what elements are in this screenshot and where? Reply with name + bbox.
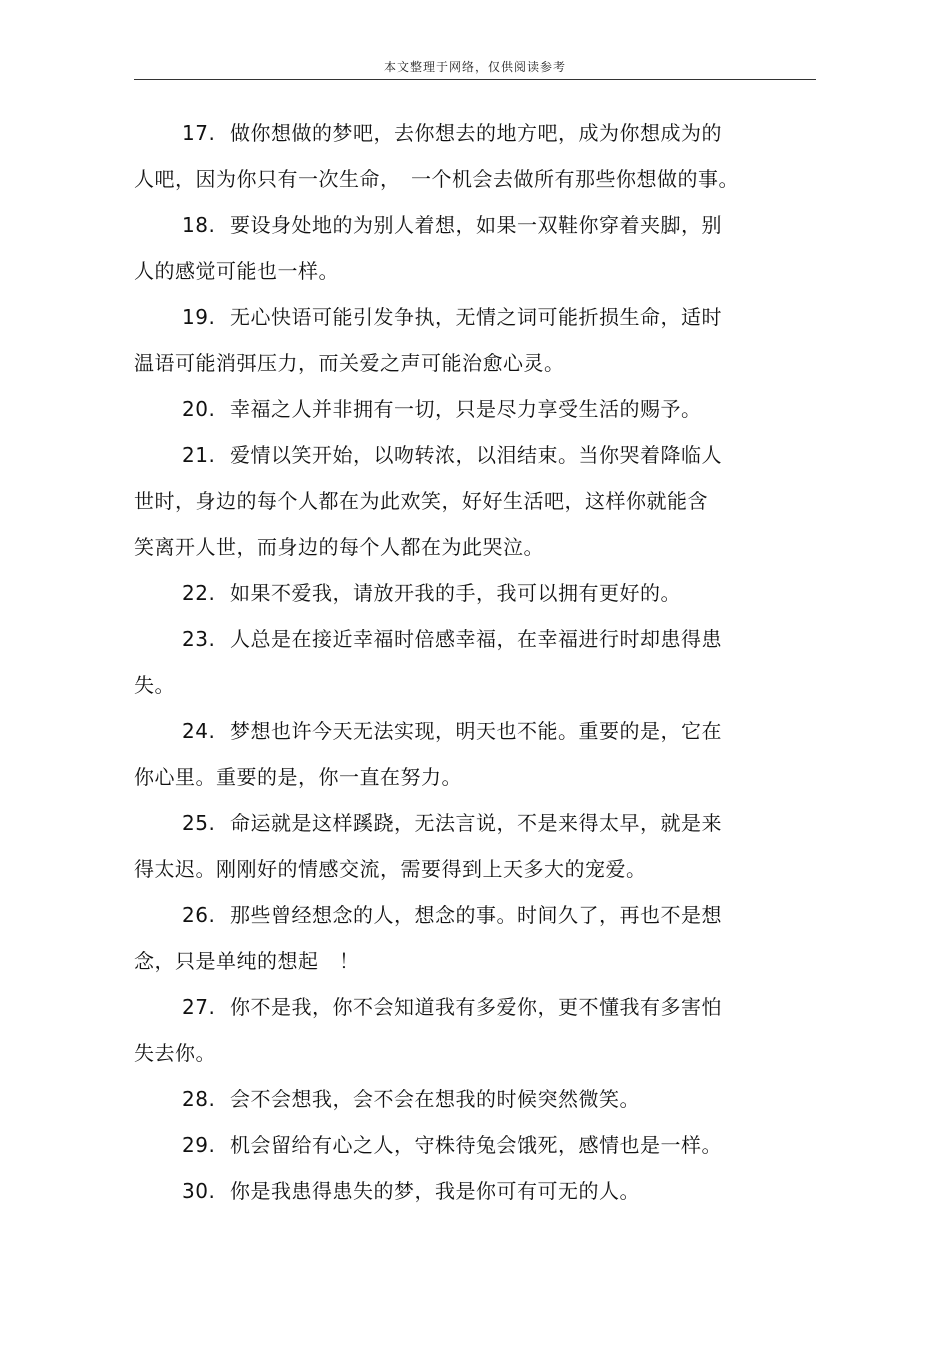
quote-line	[134, 892, 774, 938]
quote-entry	[134, 570, 774, 616]
quote-entry	[134, 110, 774, 202]
quote-line	[134, 938, 774, 984]
quote-entry	[134, 708, 774, 800]
quote-number: 25.	[182, 811, 216, 835]
quote-text: 你不是我，你不会知道我有多爱你，更不懂我有多害怕	[230, 995, 722, 1019]
quote-line	[134, 340, 774, 386]
quote-number: 28.	[182, 1087, 216, 1111]
quote-line	[134, 524, 774, 570]
quote-text: 温语可能消弭压力，而关爱之声可能治愈心灵。	[134, 351, 565, 375]
quote-text: 如果不爱我，请放开我的手，我可以拥有更好的。	[230, 581, 681, 605]
quote-text: 笑离开人世，而身边的每个人都在为此哭泣。	[134, 535, 544, 559]
quote-entry	[134, 892, 774, 984]
quote-number: 18.	[182, 213, 216, 237]
quote-entry	[134, 1168, 774, 1214]
quote-text: 爱情以笑开始，以吻转浓，以泪结束。当你哭着降临人	[230, 443, 722, 467]
quote-text: 机会留给有心之人，守株待兔会饿死，感情也是一样。	[230, 1133, 722, 1157]
quote-entry	[134, 616, 774, 708]
quote-number: 20.	[182, 397, 216, 421]
quote-number: 23.	[182, 627, 216, 651]
header-divider	[134, 79, 816, 80]
quote-line	[134, 984, 774, 1030]
quote-entry	[134, 800, 774, 892]
quote-text: 失去你。	[134, 1041, 216, 1065]
quote-text: 你心里。重要的是，你一直在努力。	[134, 765, 462, 789]
quote-entry	[134, 202, 774, 294]
quote-text: 得太迟。刚刚好的情感交流，需要得到上天多大的宠爱。	[134, 857, 647, 881]
quote-entry	[134, 432, 774, 570]
quote-line	[134, 1030, 774, 1076]
quote-text: 人总是在接近幸福时倍感幸福，在幸福进行时却患得患	[230, 627, 722, 651]
quote-number: 22.	[182, 581, 216, 605]
quote-line	[134, 110, 774, 156]
quote-text: 要设身处地的为别人着想，如果一双鞋你穿着夹脚，别	[230, 213, 722, 237]
quote-text: 命运就是这样蹊跷，无法言说，不是来得太早，就是来	[230, 811, 722, 835]
quote-line	[134, 662, 774, 708]
quote-entry	[134, 1076, 774, 1122]
quote-number: 27.	[182, 995, 216, 1019]
quote-line	[134, 800, 774, 846]
quote-list	[134, 110, 774, 1214]
quote-number: 29.	[182, 1133, 216, 1157]
quote-line	[134, 432, 774, 478]
quote-text: 幸福之人并非拥有一切，只是尽力享受生活的赐予。	[230, 397, 702, 421]
quote-line	[134, 248, 774, 294]
quote-text: 念，只是单纯的想起 ！	[134, 949, 360, 973]
quote-line	[134, 294, 774, 340]
quote-text: 你是我患得患失的梦，我是你可有可无的人。	[230, 1179, 640, 1203]
quote-text: 会不会想我，会不会在想我的时候突然微笑。	[230, 1087, 640, 1111]
quote-number: 24.	[182, 719, 216, 743]
quote-line	[134, 570, 774, 616]
quote-text: 世时，身边的每个人都在为此欢笑，好好生活吧，这样你就能含	[134, 489, 708, 513]
quote-number: 17.	[182, 121, 216, 145]
quote-number: 26.	[182, 903, 216, 927]
quote-line	[134, 156, 774, 202]
quote-entry	[134, 1122, 774, 1168]
quote-text: 人吧，因为你只有一次生命， 一个机会去做所有那些你想做的事。	[134, 167, 739, 191]
quote-number: 30.	[182, 1179, 216, 1203]
quote-text: 人的感觉可能也一样。	[134, 259, 339, 283]
quote-line	[134, 478, 774, 524]
quote-line	[134, 1168, 774, 1214]
quote-entry	[134, 386, 774, 432]
quote-text: 那些曾经想念的人，想念的事。时间久了，再也不是想	[230, 903, 722, 927]
quote-line	[134, 846, 774, 892]
quote-text: 无心快语可能引发争执，无情之词可能折损生命，适时	[230, 305, 722, 329]
quote-line	[134, 616, 774, 662]
quote-line	[134, 1122, 774, 1168]
quote-line	[134, 202, 774, 248]
quote-number: 19.	[182, 305, 216, 329]
quote-entry	[134, 984, 774, 1076]
quote-line	[134, 386, 774, 432]
quote-text: 梦想也许今天无法实现，明天也不能。重要的是，它在	[230, 719, 722, 743]
quote-text: 做你想做的梦吧，去你想去的地方吧，成为你想成为的	[230, 121, 722, 145]
quote-line	[134, 754, 774, 800]
quote-entry	[134, 294, 774, 386]
page-header: 本文整理于网络，仅供阅读参考	[383, 60, 566, 74]
quote-number: 21.	[182, 443, 216, 467]
quote-line	[134, 1076, 774, 1122]
quote-text: 失。	[134, 673, 175, 697]
quote-line	[134, 708, 774, 754]
